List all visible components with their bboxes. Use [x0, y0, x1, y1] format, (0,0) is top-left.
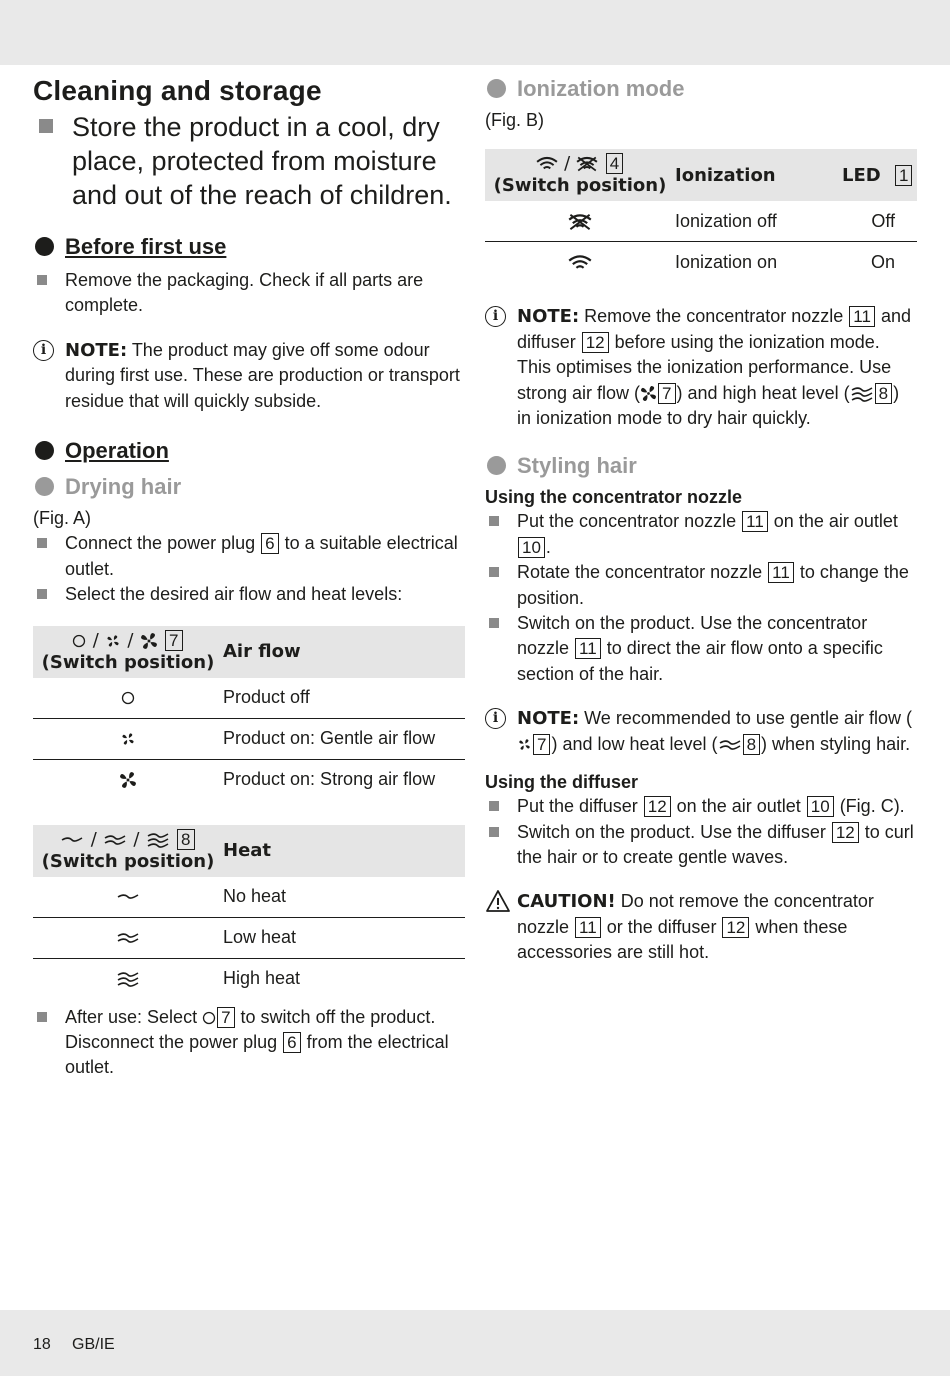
section-operation: Operation: [33, 436, 465, 466]
heat-icon: [60, 829, 84, 850]
table-header-switch: / / 7 (Switch position): [33, 626, 223, 678]
heat-icon: [850, 383, 874, 403]
list-item: Remove the packaging. Check if all parts are complete.: [33, 268, 465, 319]
heat-icon: [116, 968, 140, 988]
fan-icon: [120, 728, 136, 748]
table-row: Ionization off Off: [485, 201, 917, 242]
table-header-heat: Heat: [223, 825, 465, 877]
list-item-after-use: After use: Select 7 to switch off the product. Disconnect the power plug 6 from the electrical outlet.: [33, 1005, 465, 1081]
wifi-icon: [568, 252, 592, 272]
page-title: Cleaning and storage: [33, 75, 322, 106]
heat-icon: [718, 734, 742, 754]
storage-bullet: Store the product in a cool, dry place, protected from moisture and out of the reach of children.: [33, 110, 465, 212]
footer-bar: [0, 1310, 950, 1376]
fan-icon: [119, 769, 137, 789]
table-row: Product off: [33, 678, 465, 719]
airflow-table: [33, 626, 465, 800]
heat-table: [33, 825, 465, 999]
info-icon: i: [485, 306, 506, 327]
heat-icon: [146, 829, 170, 850]
table-row: High heat: [33, 958, 465, 999]
warning-icon: [485, 887, 511, 911]
wifi-off-icon: [568, 211, 592, 231]
off-circle-icon: [72, 630, 86, 651]
left-column: [33, 70, 465, 1081]
table-header-switch: / / 8 (Switch position): [33, 825, 223, 877]
page-number: 18: [33, 1336, 51, 1353]
section-drying-hair: Drying hair: [33, 472, 465, 502]
table-row: No heat: [33, 877, 465, 918]
list-item: Connect the power plug 6 to a suitable electrical outlet.: [33, 531, 465, 582]
table-header-ionization: Ionization: [675, 149, 842, 201]
list-item: Put the diffuser 12 on the air outlet 10 (Fig. C).: [485, 794, 917, 819]
fig-ref: (Fig. B): [485, 110, 545, 130]
list-item: Switch on the product. Use the diffuser 12 to curl the hair or to create gentle waves.: [485, 820, 917, 871]
list-item: Put the concentrator nozzle 11 on the air outlet 10 .: [485, 509, 917, 560]
caution-note: CAUTION! Do not remove the concentrator nozzle 11 or the diffuser 12 when these accessories are still hot.: [485, 889, 917, 965]
section-before-first-use: Before first use: [33, 232, 465, 262]
heat-icon: [116, 927, 140, 947]
subheading-concentrator: Using the concentrator nozzle: [485, 487, 743, 508]
table-row: Product on: Strong air flow: [33, 759, 465, 800]
table-header-airflow: Air flow: [223, 626, 465, 678]
list-item: Switch on the product. Use the concentrator nozzle 11 to direct the air flow onto a specific section of the hair.: [485, 611, 917, 687]
fig-ref: (Fig. A): [33, 508, 92, 529]
note-styling: i NOTE: We recommended to use gentle air flow (7 ) and low heat level ( 8 ) when styling hair.: [485, 706, 917, 757]
fan-icon: [640, 383, 657, 403]
wifi-icon: [536, 153, 558, 174]
info-icon: i: [33, 340, 54, 361]
info-icon: i: [485, 708, 506, 729]
top-bar: [0, 0, 950, 65]
table-row: Product on: Gentle air flow: [33, 718, 465, 759]
locale-label: GB/IE: [72, 1336, 115, 1353]
list-item: Select the desired air flow and heat levels:: [33, 582, 465, 607]
table-header-switch: / 4 (Switch position): [485, 149, 675, 201]
off-circle-icon: [202, 1007, 216, 1027]
wifi-off-icon: [576, 153, 598, 174]
fan-icon: [140, 630, 158, 651]
subheading-diffuser: Using the diffuser: [485, 772, 639, 793]
note-ionization: i NOTE: Remove the concentrator nozzle 11 and diffuser 12 before using the ionization mode. This optimises the ionization performance. Use strong air flow ( 7 ) and high heat level ( 8 ) in ionization mode to dry hair quickly.: [485, 304, 917, 431]
list-item: Rotate the concentrator nozzle 11 to change the position.: [485, 560, 917, 611]
fan-icon: [105, 630, 121, 651]
heat-icon: [103, 829, 127, 850]
fan-icon: [517, 734, 532, 754]
right-column: [485, 70, 917, 966]
note-odour: i NOTE: The product may give off some odour during first use. These are production or transport residue that will quickly subside.: [33, 338, 465, 414]
table-row: Low heat: [33, 917, 465, 958]
section-styling-hair: Styling hair: [485, 451, 917, 481]
section-ionization-mode: Ionization mode: [485, 74, 917, 104]
table-row: Ionization on On: [485, 242, 917, 283]
ionization-table: [485, 149, 917, 282]
table-header-led: LED 1: [842, 149, 917, 201]
off-circle-icon: [121, 687, 135, 707]
heat-icon: [116, 886, 140, 906]
